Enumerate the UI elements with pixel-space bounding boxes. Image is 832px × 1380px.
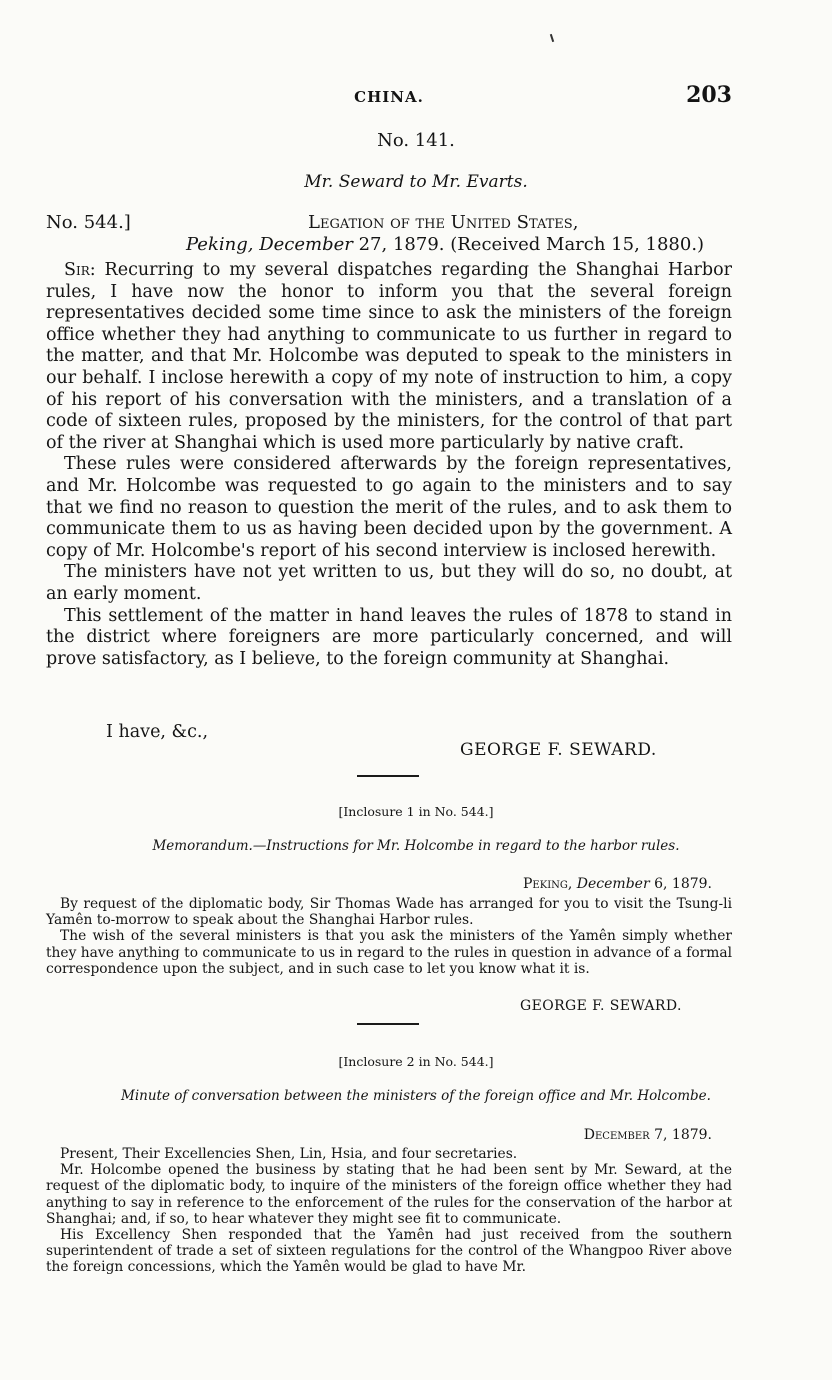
inclosure-1-title: Memorandum.—Instructions for Mr. Holcombe in regard to the harbor rules. [152, 838, 680, 854]
inclosure-1-body [46, 896, 732, 977]
dateline [186, 234, 704, 255]
running-head [46, 82, 732, 112]
print-speck [550, 34, 554, 42]
received-note: (Received March 15, 1880.) [450, 234, 705, 255]
inclosure-1-date [523, 876, 712, 892]
section-divider [357, 1023, 419, 1025]
document-title: Mr. Seward to Mr. Evarts. [304, 172, 528, 192]
inclosure-paragraph: By request of the diplomatic body, Sir Thomas Wade has arranged for you to visit the Tsung-li Yamên to-morrow to speak about the Shanghai Harbor rules. [46, 896, 732, 929]
date-month: December [576, 876, 650, 892]
date-rest: 6, 1879. [654, 876, 712, 892]
legation-line: Legation of the United States, [308, 212, 579, 233]
letter-closing: I have, &c., [106, 722, 209, 742]
inclosure-2-body [46, 1146, 732, 1276]
page-number: 203 [686, 82, 732, 108]
letter-signature: GEORGE F. SEWARD. [460, 740, 657, 760]
dispatch-number: No. 544.] [46, 212, 131, 233]
inclosure-paragraph: His Excellency Shen responded that the Yamên had just received from the southern superintendent of trade a set of sixteen regulations for the control of the Whangpoo River above the foreign concessions, which the Yamên would be glad to have Mr. [46, 1227, 732, 1276]
date-place: Peking, [523, 876, 573, 892]
letter-body [46, 260, 732, 670]
section-divider [357, 775, 419, 777]
running-title: CHINA. [354, 88, 424, 106]
inclosure-2-heading: [Inclosure 2 in No. 544.] [338, 1054, 494, 1069]
salutation: Sir: [64, 260, 96, 280]
inclosure-1-signature: GEORGE F. SEWARD. [520, 998, 682, 1014]
letter-paragraph: The ministers have not yet written to us, but they will do so, no doubt, at an early moment. [46, 562, 732, 604]
inclosure-2-date: December 7, 1879. [583, 1127, 712, 1143]
letter-paragraph [46, 260, 732, 454]
letter-paragraph: This settlement of the matter in hand leaves the rules of 1878 to stand in the district where foreigners are more particularly concerned, and will prove satisfactory, as I believe, to the foreign community at Shanghai. [46, 605, 732, 669]
date-month: December [259, 234, 353, 255]
letter-paragraph: These rules were considered afterwards by the foreign representatives, and Mr. Holcombe was requested to go again to the ministers and to say that we find no reason to question the merit of the rules, and to ask them to communicate them to us as having been decided upon by the government. A copy of Mr. Holcombe's report of his second interview is inclosed herewith. [46, 454, 732, 561]
inclosure-paragraph: Present, Their Excellencies Shen, Lin, Hsia, and four secretaries. [60, 1146, 518, 1162]
inclosure-paragraph: Mr. Holcombe opened the business by stating that he had been sent by Mr. Seward, at the request of the diplomatic body, to inquire of the ministers of the foreign office whether they had anything to say in reference to the enforcement of the rules for the conservation of the harbor at Shanghai; and, if so, to hear whatever they might see fit to communicate. [46, 1162, 732, 1227]
inclosure-1-heading: [Inclosure 1 in No. 544.] [338, 804, 494, 819]
date-place: Peking, [186, 234, 254, 255]
inclosure-paragraph: The wish of the several ministers is that you ask the ministers of the Yamên simply whether they have anything to communicate to us in regard to the rules in question in advance of a formal correspondence upon the subject, and in such case to let you know what it is. [46, 928, 732, 977]
paragraph-text: Recurring to my several dispatches regarding the Shanghai Harbor rules, I have now the honor to inform you that the several foreign representatives decided some time since to ask the ministers of the foreign office whether they had anything to communicate to us further in regard to the matter, and that Mr. Holcombe was deputed to speak to the ministers in our behalf. I inclose herewith a copy of my note of instruction to him, a copy of his report of his conversation with the ministers, and a translation of a code of sixteen rules, proposed by the ministers, for the control of that part of the river at Shanghai which is used more particularly by native craft. [46, 260, 732, 453]
inclosure-2-title: Minute of conversation between the ministers of the foreign office and Mr. Holcombe. [121, 1088, 711, 1104]
document-number: No. 141. [377, 130, 455, 151]
date-rest: 27, 1879. [358, 234, 445, 255]
